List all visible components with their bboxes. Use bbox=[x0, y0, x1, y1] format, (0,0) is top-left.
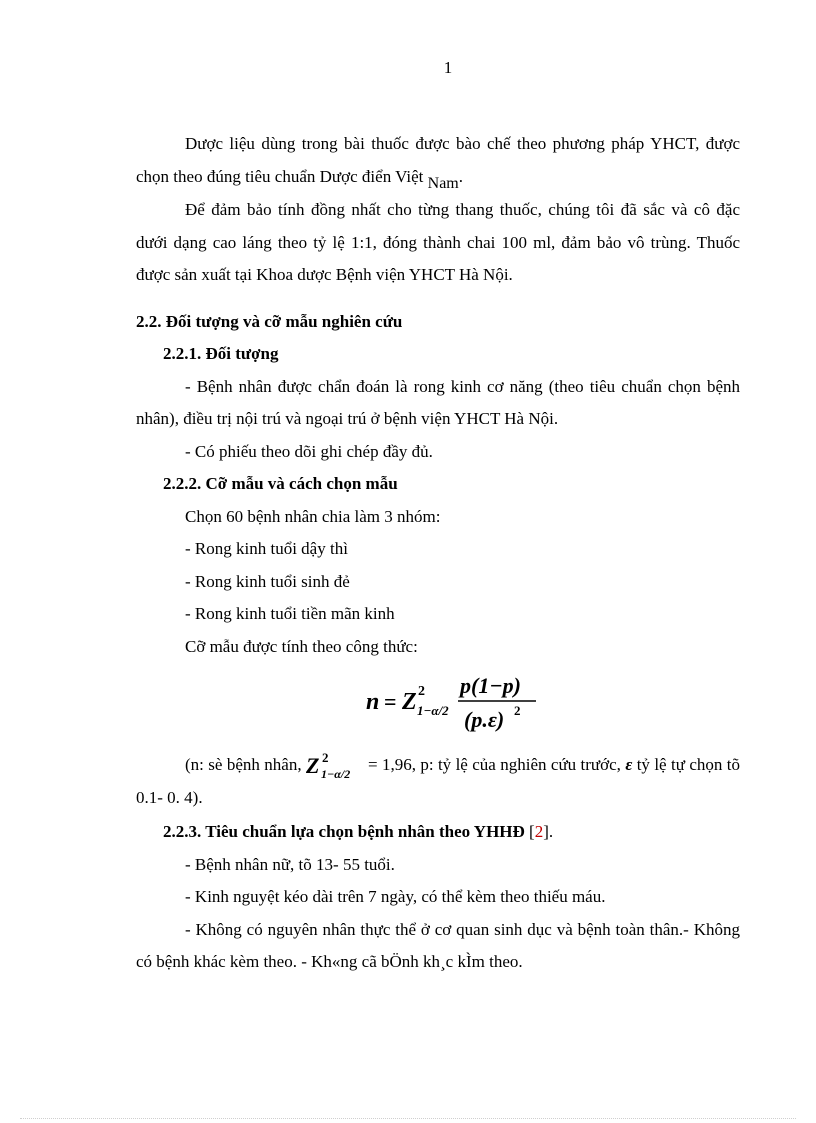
list-item-group-2: - Rong kinh tuổi sinh đẻ bbox=[185, 571, 350, 591]
section-heading-2-2-3: 2.2.3. Tiêu chuẩn lựa chọn bệnh nhân theo YHHĐ [2]. bbox=[163, 822, 554, 841]
svg-text:1−α/2: 1−α/2 bbox=[320, 767, 351, 782]
formula-svg bbox=[362, 667, 542, 737]
paragraph-formula-explain: (n: sè bệnh nhân, Z 2 1−α/2 = 1,96, p: tỷ lệ của nghiên cứu trước, ε tỷ lệ tự chọn tõ 0.1- 0. 4). bbox=[136, 751, 740, 807]
citation-link[interactable]: 2 bbox=[534, 822, 544, 841]
formula-z-sub: 1−α/2 bbox=[417, 703, 449, 718]
section-heading-2-2: 2.2. Đối tượng và cỡ mẫu nghiên cứu bbox=[136, 311, 403, 331]
paragraph-preparation: Để đảm bảo tính đồng nhất cho từng thang thuốc, chúng tôi đã sắc và cô đặc dưới dạng cao láng theo tỷ lệ 1:1, đóng thành chai 100 ml, đảm bảo vô trùng. Thuốc được sản xuất tại Khoa dược Bệnh viện YHCT Hà Nội. bbox=[136, 200, 740, 284]
paragraph-subject-2: - Có phiếu theo dõi ghi chép đầy đủ. bbox=[185, 441, 433, 461]
section-heading-2-2-1: 2.2.1. Đối tượng bbox=[163, 344, 279, 363]
paragraph-sample-intro: Chọn 60 bệnh nhân chia làm 3 nhóm: bbox=[185, 506, 441, 526]
epsilon-symbol: ε bbox=[625, 755, 633, 774]
formula-lhs: n bbox=[366, 689, 380, 715]
inline-z-symbol bbox=[306, 751, 368, 781]
page-bottom-dotted-line bbox=[20, 1118, 796, 1119]
formula-z: Z bbox=[402, 689, 417, 715]
formula-numerator: p(1−p) bbox=[460, 673, 521, 698]
formula-denominator: (p.ε) bbox=[464, 707, 505, 732]
formula-den-sup: 2 bbox=[514, 703, 521, 718]
criteria-item-1: - Bệnh nhân nữ, tõ 13- 55 tuổi. bbox=[185, 854, 395, 874]
formula-z-sup: 2 bbox=[418, 684, 425, 699]
criteria-item-3: - Không có nguyên nhân thực thể ở cơ quan sinh dục và bệnh toàn thân.- Không có bệnh khác kèm theo. - Kh«ng cã bÖnh kh¸c kÌm theo. bbox=[136, 919, 740, 971]
svg-text:2: 2 bbox=[321, 751, 329, 766]
document-body bbox=[136, 128, 740, 979]
formula-equals: = bbox=[384, 689, 397, 714]
criteria-item-2: - Kinh nguyệt kéo dài trên 7 ngày, có thể kèm theo thiếu máu. bbox=[185, 887, 606, 906]
paragraph-subject-1: - Bệnh nhân được chẩn đoán là rong kinh cơ năng (theo tiêu chuẩn chọn bệnh nhân), điều trị nội trú và ngoại trú ở bệnh viện YHCT Hà Nội. bbox=[136, 376, 740, 428]
word-nam: Nam bbox=[427, 174, 459, 192]
list-item-group-3: - Rong kinh tuổi tiền mãn kinh bbox=[185, 604, 395, 623]
page-number: 1 bbox=[443, 58, 453, 77]
paragraph-materials: Dược liệu dùng trong bài thuốc được bào chế theo phương pháp YHCT, được chọn theo đúng tiêu chuẩn Dược điển Việt Nam. bbox=[136, 134, 740, 192]
paragraph-formula-intro: Cỡ mẫu được tính theo công thức: bbox=[185, 636, 418, 656]
svg-text:Z: Z bbox=[305, 753, 320, 779]
sample-size-formula bbox=[136, 667, 740, 739]
section-heading-2-2-2: 2.2.2. Cỡ mẫu và cách chọn mẫu bbox=[163, 474, 398, 493]
list-item-group-1: - Rong kinh tuổi dậy thì bbox=[185, 539, 348, 558]
